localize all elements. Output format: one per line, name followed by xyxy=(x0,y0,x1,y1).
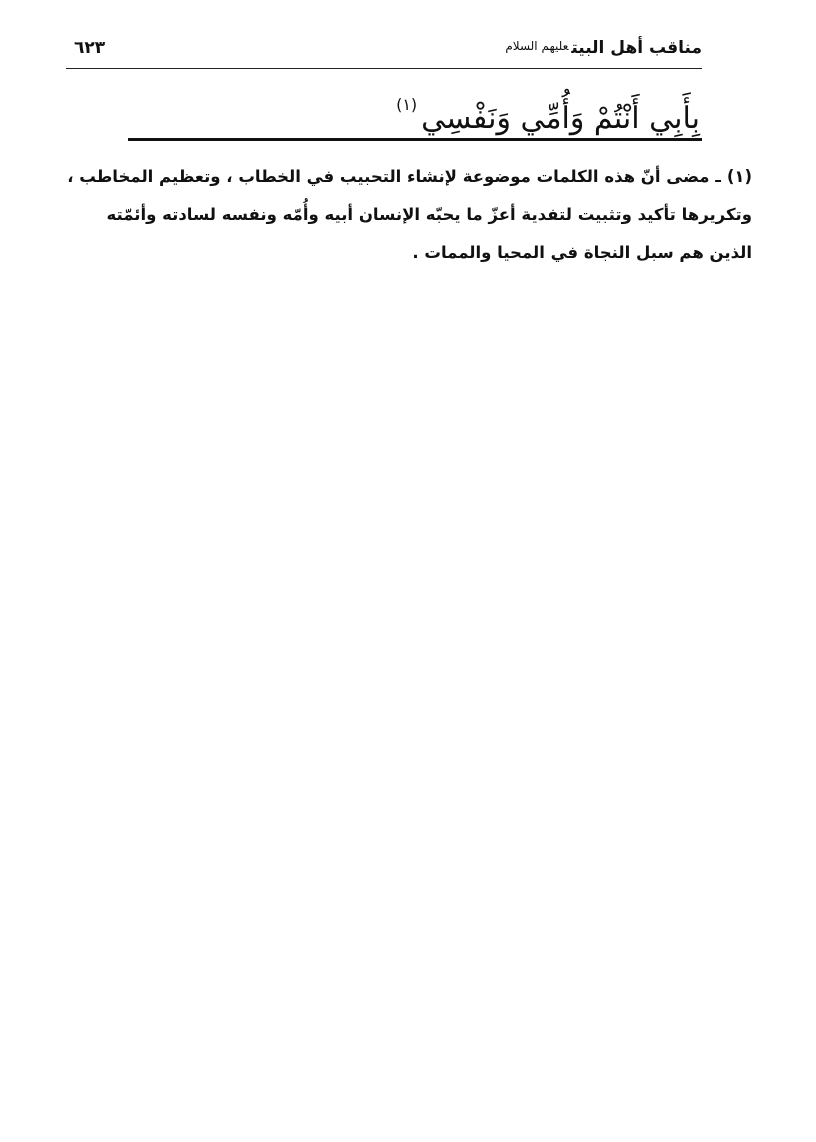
page-number: ٦٢٣ xyxy=(74,38,106,58)
footnote xyxy=(52,158,752,272)
footnote-reference: (١) xyxy=(396,95,418,114)
footnote-line-1 xyxy=(52,158,752,196)
honorific-mark: عليهم السلام xyxy=(505,39,569,53)
footnote-marker: (١) xyxy=(726,167,752,186)
running-title xyxy=(505,38,702,58)
footnote-separator xyxy=(128,138,702,141)
footnote-line-text: ـ مضى أنّ هذه الكلمات موضوعة لإنشاء التحبيب في الخطاب ، وتعظيم المخاطب ، xyxy=(67,167,721,186)
header-rule xyxy=(66,68,702,69)
footnote-line-2: وتكريرها تأكيد وتثبيت لتفدية أعزّ ما يحبّه الإنسان أبيه وأُمّه ونفسه لسادته وأئمّته xyxy=(106,205,752,224)
section-heading xyxy=(396,80,700,144)
page-header xyxy=(66,36,702,70)
section-heading-text: بِأَبِي أَنْتُمْ وَأُمِّي وَنَفْسِي xyxy=(421,101,700,136)
footnote-line-3: الذين هم سبل النجاة في المحيا والممات . xyxy=(412,243,752,262)
running-title-text: مناقب أهل البيت xyxy=(571,38,702,58)
